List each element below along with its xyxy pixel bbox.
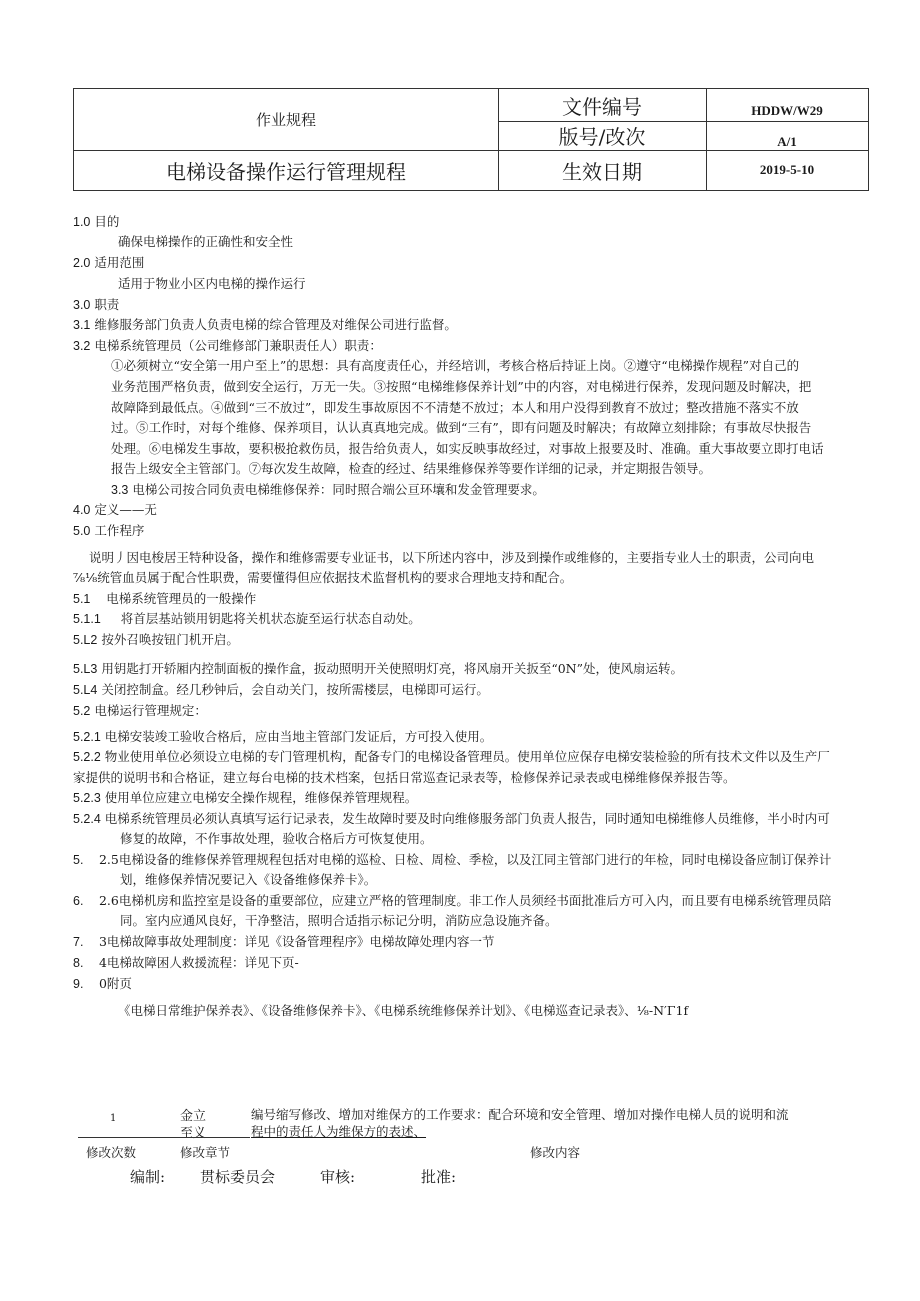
section-text: 确保电梯操作的正确性和安全性: [118, 234, 294, 249]
review-label: 审核:: [320, 1168, 356, 1186]
effective-value: 2019-5-10: [759, 162, 815, 177]
section-heading: 5.0 工作程序: [73, 523, 145, 538]
clause: 6. 2.6电梯机房和监控室是设备的重要部位，应建立严格的管理制度。非工作人员须经书面批准后方可入内，而且要有电梯系统管理员陪: [73, 893, 832, 908]
paragraph-line: 业务范围严格负责，做到安全运行，万无一失。③按照“电梯维修保养计划”中的内容，对电梯进行保养，发现问题及时解决，把: [111, 379, 812, 394]
revision-chapter-line2: 至义: [180, 1126, 207, 1141]
clause: 5.1 电梯系统管理员的一般操作: [73, 591, 257, 606]
clause: 5.2.3 使用单位应建立电梯安全操作规程，维修保养管理规程。: [73, 790, 418, 805]
section-heading: 4.0 定义——无: [73, 502, 157, 517]
section-text: 适用于物业小区内电梯的操作运行: [118, 276, 306, 291]
paragraph-line: 家提供的说明书和合格证，建立每台电梯的技术档案，包括日常巡查记录表等，检修保养记录表或电梯维修保养报告等。: [73, 770, 736, 785]
clause: 8. 4电梯故障困人救援流程：详见下页-: [73, 955, 299, 970]
clause: 3.1 维修服务部门负责人负责电梯的综合管理及对维保公司进行监督。: [73, 317, 457, 332]
editor-value: 贯标委员会: [200, 1168, 276, 1186]
version-value: A/1: [777, 133, 797, 149]
paragraph-line: 同。室内应通风良好，干净整洁，照明合适指示标记分明，消防应急设施齐备。: [120, 913, 558, 928]
clause: 5.2.1 电梯安装竣工验收合格后，应由当地主管部门发证后，方可投入使用。: [73, 729, 493, 744]
revision-count: 1: [110, 1113, 117, 1124]
paragraph-line: 说明丿因电梭居王特种设备，操作和维修需要专业证书，以下所述内容中，涉及到操作或维修的，主要指专业人士的职责，公司向电: [89, 550, 815, 565]
revision-col-content: 修改内容: [530, 1145, 581, 1160]
clause: 5.1.1 将首层基站锁用钥匙将关机状态旋至运行状态自动处。: [73, 611, 421, 626]
section-heading: 2.0 适用范围: [73, 255, 145, 270]
approve-label: 批准:: [421, 1168, 457, 1186]
version-label: 版号/改次: [558, 125, 646, 149]
revision-rule: [78, 1137, 250, 1138]
editor-label: 编制:: [130, 1168, 166, 1186]
paragraph-line: ①必须树立“安全第一用户至上”的思想：具有高度责任心，并经培训，考核合格后持证上岗。②遵守“电梯操作规程”对自己的: [111, 358, 800, 373]
header-table: [73, 88, 869, 191]
clause: 9. 0附页: [73, 976, 132, 991]
paragraph-line: 修复的故障，不作事故处理，验收合格后方可恢复使用。: [120, 831, 433, 846]
clause: 5.L4 关闭控制盒。经几秒钟后，会自动关门，按所需楼层，电梯即可运行。: [73, 682, 489, 697]
effective-label: 生效日期: [562, 159, 642, 184]
clause: 5.2 电梯运行管理规定：: [73, 703, 207, 718]
paragraph-line: 划，维修保养情况要记入《设备维修保养卡》。: [120, 872, 377, 887]
clause: 5.L3 用钥匙打开轿厢内控制面板的操作盒，扳动照明开关使照明灯亮，将风扇开关扳至“0N”处，使风扇运转。: [73, 661, 684, 676]
appendix-list: 《电梯日常维护保养表》、《设备维修保养卡》、《电梯系统维修保养计划》、《电梯巡查记录表》、⅛-N′Γ1f: [118, 1003, 689, 1018]
revision-content-line1: 编号缩写修改、增加对维保方的工作要求：配合环境和安全管理、增加对操作电梯人员的说明和流: [251, 1107, 789, 1122]
revision-col-chapter: 修改章节: [180, 1145, 231, 1160]
clause: 5.2.2 物业使用单位必须设立电梯的专门管理机构，配备专门的电梯设备管理员。使用单位应保存电梯安装检验的所有技术文件以及生产厂: [73, 749, 830, 764]
paragraph-line: 处理。⑥电梯发生事故，要积极抢救伤员，报告给负责人，如实反映事故经过，对事故上报要及时、准确。重大事故要立即打电话: [111, 441, 824, 456]
section-heading: 1.0 目的: [73, 214, 120, 229]
file-no-label: 文件编号: [562, 94, 642, 119]
clause: 5.2.4 电梯系统管理员必须认真填写运行记录表，发生故障时要及时向维修服务部门负责人报告，同时通知电梯维修人员维修，半小时内可: [73, 811, 830, 826]
paragraph-line: 故障降到最低点。④做到“三不放过”，即发生事故原因不不清楚不放过；本人和用户没得到教育不放过；整改措施不落实不放: [111, 400, 799, 415]
clause: 7. 3电梯故障事故处理制度：详见《设备管理程序》电梯故障处理内容一节: [73, 934, 495, 949]
clause: 3.2 电梯系统管理员（公司维修部门兼职责任人）职责：: [73, 338, 382, 353]
file-no-value: HDDW/W29: [751, 103, 823, 118]
clause: 5. 2.5电梯设备的维修保养管理规程包括对电梯的巡检、日检、周检、季检，以及江同主管部门进行的年检，同时电梯设备应制订保养计: [73, 852, 832, 867]
section-heading: 3.0 职责: [73, 297, 120, 312]
clause: 3.3 电梯公司按合同负责电梯维修保养：同时照合端公亘环壤和发金管理要求。: [111, 482, 545, 497]
paragraph-line: ⅞⅛统管血员属于配合性职费，需要懂得但应依据技术监督机构的要求合理地支持和配合。: [73, 570, 573, 585]
paragraph-line: 过。⑤工作时，对每个维修、保养项目，认认真真地完成。做到“三有”，即有问题及时解决；有故障立刻排除；有事故尽快报告: [111, 420, 812, 435]
doc-title: 电梯设备操作运行管理规程: [166, 159, 406, 184]
doc-type: 作业规程: [255, 111, 316, 129]
paragraph-line: 报告上级安全主管部门。⑦每次发生故障，检查的经过、结果维修保养等要作详细的记录，并定期报告领导。: [111, 461, 712, 476]
clause: 5.L2 按外召唤按钮门机开启。: [73, 632, 239, 647]
revision-content-line2: 程中的责任人为维保方的表述、: [251, 1124, 427, 1139]
revision-chapter-line1: 金立: [180, 1109, 207, 1124]
revision-col-count: 修改次数: [86, 1145, 137, 1160]
